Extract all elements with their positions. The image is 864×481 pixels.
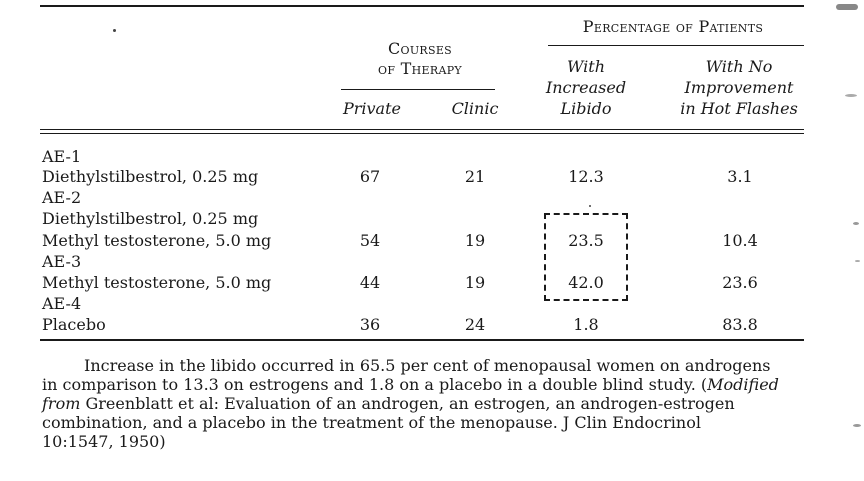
- header-percentage-rule: [548, 45, 804, 46]
- caption-line: Increase in the libido occurred in 65.5 per cent of menopausal women on androgens: [84, 356, 771, 375]
- row-label: Diethylstilbestrol, 0.25 mg: [42, 167, 259, 186]
- cell-no-improvement: 83.8: [722, 315, 758, 334]
- cell-no-improvement: 3.1: [727, 167, 753, 186]
- table-caption: [42, 356, 804, 451]
- cell-libido: 12.3: [568, 167, 604, 186]
- header-bottom-rule-2: [40, 133, 804, 134]
- cell-clinic: 19: [464, 273, 486, 292]
- row-label: Methyl testosterone, 5.0 mg: [42, 231, 272, 250]
- scan-speck: [589, 205, 591, 207]
- header-noimp-line3: in Hot Flashes: [680, 99, 798, 118]
- cell-libido: 42.0: [568, 273, 604, 292]
- header-with-line1: With: [566, 57, 605, 76]
- caption-italic-text: from: [42, 394, 81, 413]
- row-label: Methyl testosterone, 5.0 mg: [42, 273, 272, 292]
- cell-private: 54: [359, 231, 381, 250]
- row-label: Placebo: [42, 315, 106, 334]
- scan-edge-mark: [853, 222, 859, 225]
- table-top-rule: [40, 5, 804, 7]
- table-bottom-rule: [40, 339, 804, 341]
- header-percentage: Percentage of Patients: [582, 17, 764, 36]
- cell-no-improvement: 23.6: [722, 273, 758, 292]
- cell-clinic: 19: [464, 231, 486, 250]
- dashed-highlight-box: [544, 213, 628, 301]
- header-bottom-rule-1: [40, 129, 804, 130]
- scan-edge-mark: [845, 94, 857, 97]
- scan-edge-mark: [853, 424, 861, 427]
- cell-private: 67: [359, 167, 381, 186]
- cell-private: 36: [359, 315, 381, 334]
- caption-text: in comparison to 13.3 on estrogens and 1.8 on a placebo in a double blind study. (: [42, 375, 708, 394]
- header-courses-rule: [341, 89, 495, 90]
- row-label: AE-3: [42, 252, 82, 271]
- header-with-line3: Libido: [560, 99, 612, 118]
- caption-line: 10:1547, 1950): [42, 432, 166, 451]
- row-label: AE-1: [42, 147, 82, 166]
- header-noimp-line2: Improvement: [684, 78, 794, 97]
- cell-private: 44: [359, 273, 381, 292]
- scan-speck: [113, 29, 116, 32]
- scan-edge-mark: [836, 4, 858, 10]
- header-clinic: Clinic: [451, 99, 499, 118]
- scan-edge-mark: [855, 260, 860, 262]
- cell-libido: 23.5: [568, 231, 604, 250]
- header-courses-line2: of Therapy: [378, 59, 462, 78]
- caption-line: combination, and a placebo in the treatment of the menopause. J Clin Endocrinol: [42, 413, 701, 432]
- row-label: AE-4: [42, 294, 82, 313]
- row-label: AE-2: [42, 188, 82, 207]
- caption-line: [42, 394, 804, 413]
- row-label: Diethylstilbestrol, 0.25 mg: [42, 209, 259, 228]
- header-private: Private: [342, 99, 401, 118]
- header-with-line2: Increased: [545, 78, 627, 97]
- header-courses-line1: Courses: [387, 39, 452, 58]
- caption-italic-text: Modified: [707, 375, 779, 394]
- header-noimp-line1: With No: [705, 57, 773, 76]
- cell-clinic: 24: [464, 315, 486, 334]
- cell-no-improvement: 10.4: [722, 231, 758, 250]
- caption-text: Greenblatt et al: Evaluation of an androgen, an estrogen, an androgen-estrogen: [80, 394, 735, 413]
- cell-libido: 1.8: [573, 315, 599, 334]
- caption-line: [42, 375, 804, 394]
- cell-clinic: 21: [464, 167, 486, 186]
